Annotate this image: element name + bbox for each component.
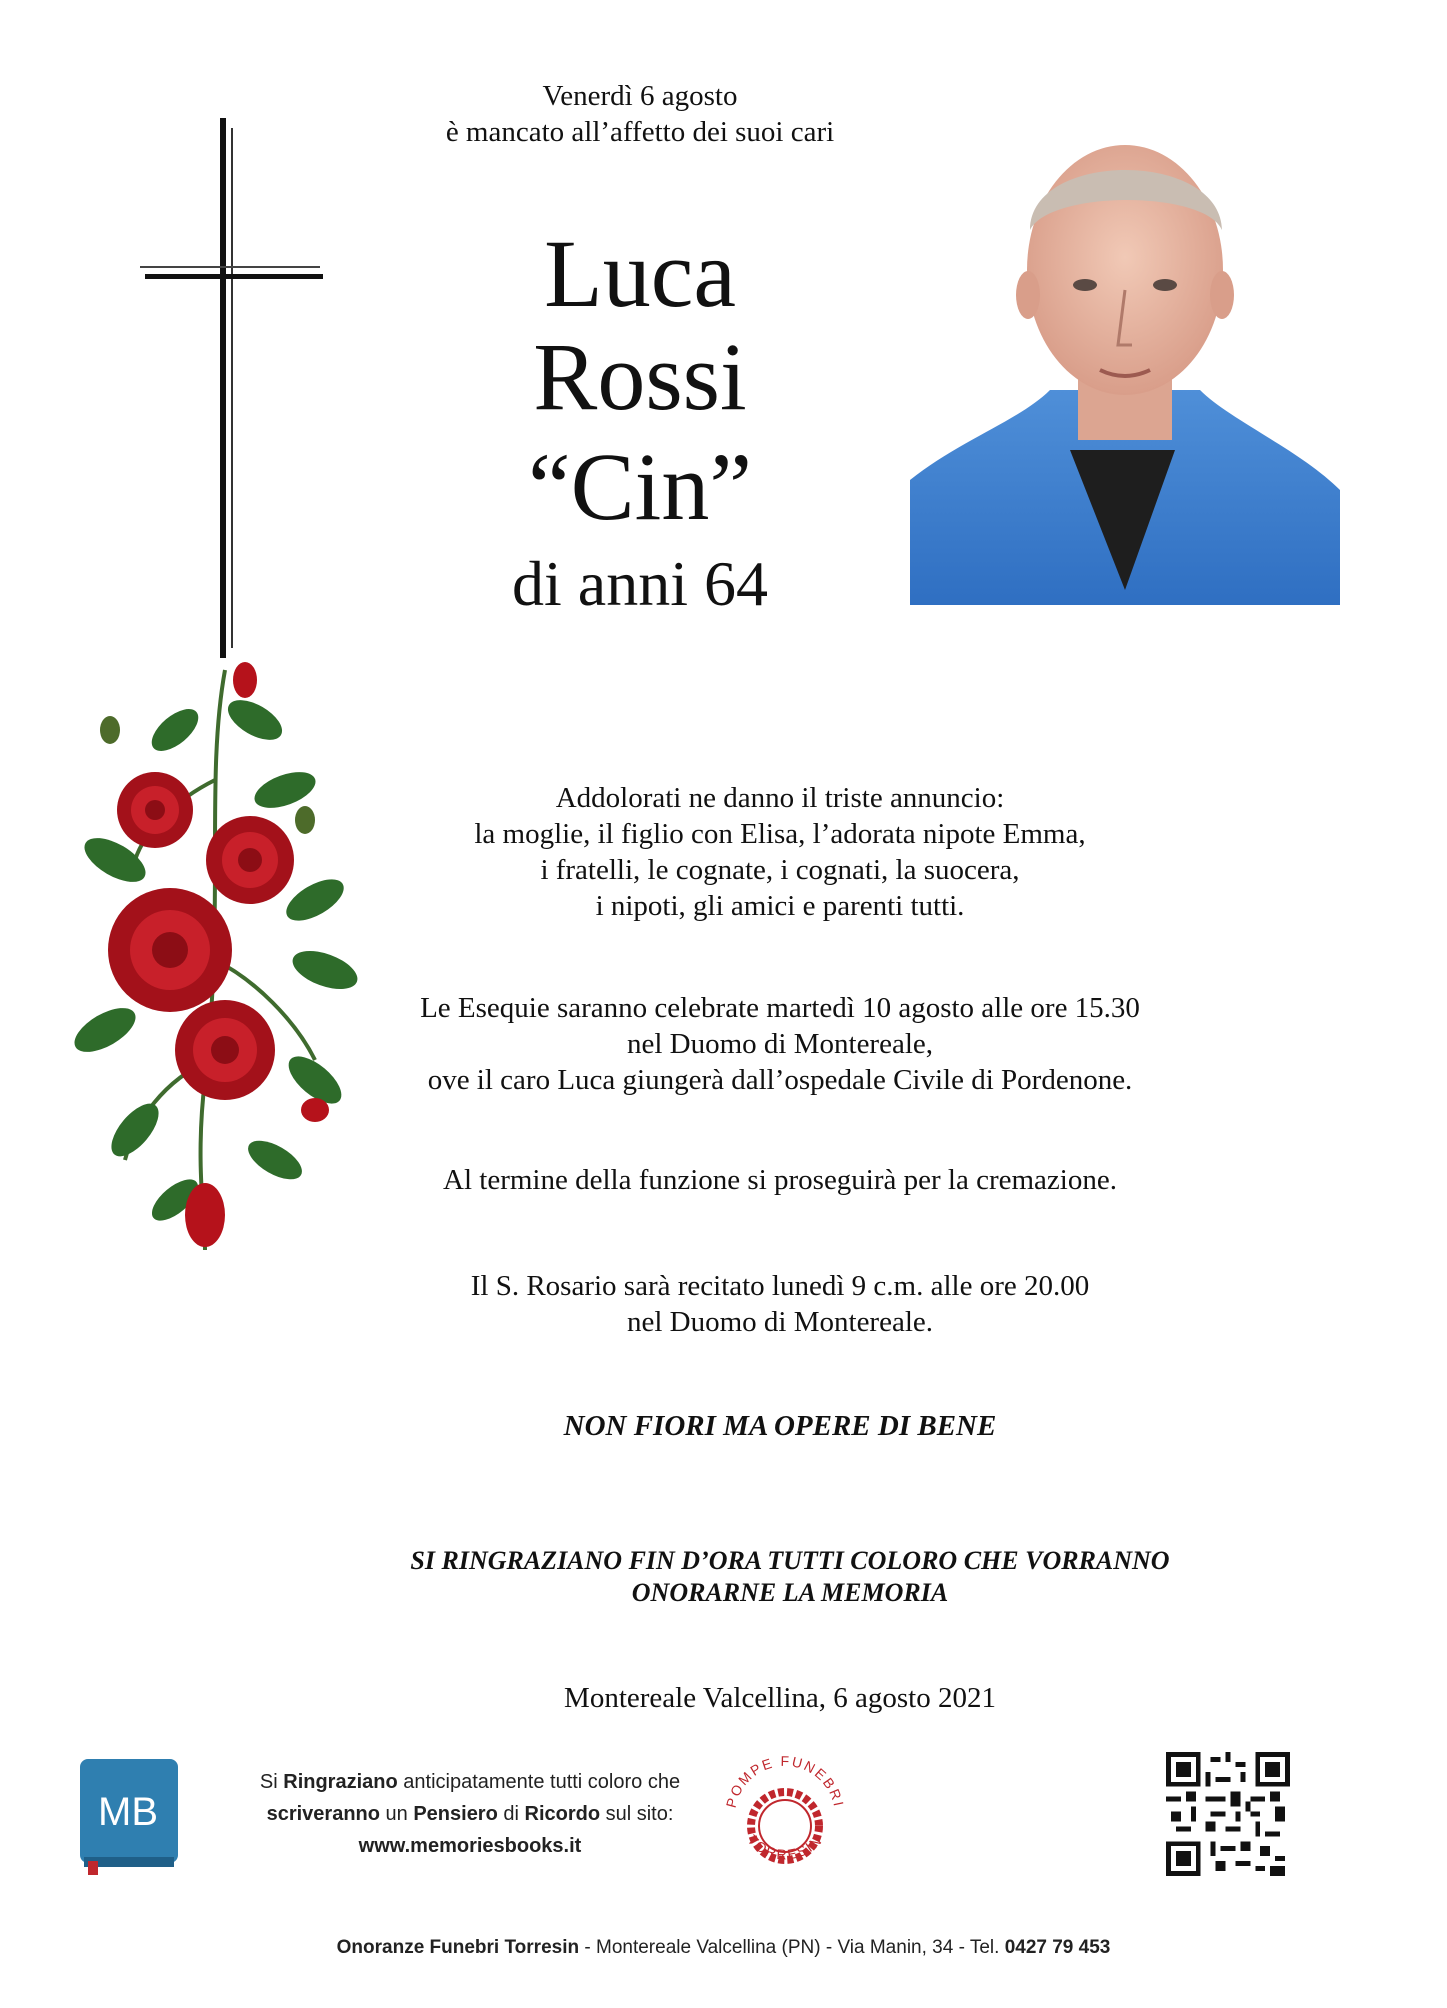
- announcement-line: Addolorati ne danno il triste annuncio:: [555, 782, 1005, 814]
- first-name: Luca: [544, 220, 736, 327]
- sponsor-text-part: Si: [259, 1771, 284, 1793]
- sponsor-text-part: un: [379, 1803, 414, 1825]
- qr-code[interactable]: [1166, 1752, 1290, 1876]
- funeral-line: ove il caro Luca giungerà dall’ospedale Civile di Pordenone.: [427, 1064, 1133, 1096]
- sponsor-text-bold: scriveranno: [266, 1803, 380, 1825]
- sponsor-text-bold: Ringraziano: [283, 1771, 398, 1793]
- cross-icon: [130, 118, 330, 658]
- sponsor-text-part: di: [497, 1803, 525, 1825]
- thanks-line: ONORARNE LA MEMORIA: [631, 1578, 949, 1607]
- sponsor-line-1: [220, 1766, 720, 1798]
- footer-address: - Montereale Valcellina (PN) - Via Manin, 34 - Tel.: [579, 1937, 1005, 1958]
- mb-logo-text: MB: [98, 1790, 158, 1834]
- sponsor-text-bold: Ricordo: [524, 1803, 601, 1825]
- intro-text: [340, 78, 940, 150]
- announcement-line: i fratelli, le cognate, i cognati, la suocera,: [540, 854, 1020, 886]
- intro-date: Venerdì 6 agosto: [542, 80, 738, 112]
- nickname: “Cin”: [528, 433, 752, 540]
- rosary-info: [340, 1268, 1220, 1340]
- footer: [0, 1937, 1447, 1959]
- sponsor-line-2: [220, 1798, 720, 1830]
- intro-line: è mancato all’affetto dei suoi cari: [445, 116, 835, 148]
- thanks-note: [340, 1545, 1240, 1609]
- portrait-photo: [900, 120, 1345, 605]
- announcement-line: la moglie, il figlio con Elisa, l’adorata nipote Emma,: [474, 818, 1086, 850]
- announcement: [340, 780, 1220, 924]
- sponsor-url-text[interactable]: www.memoriesbooks.it: [358, 1835, 582, 1857]
- memoriesbooks-logo: [78, 1757, 182, 1877]
- cremation-info: Al termine della funzione si proseguirà per la cremazione.: [443, 1164, 1117, 1196]
- funeral-line: Le Esequie saranno celebrate martedì 10 agosto alle ore 15.30: [420, 992, 1140, 1024]
- pf-bottom-text: TORRESIN: [744, 1831, 826, 1863]
- sponsor-text: [220, 1766, 720, 1862]
- footer-company: Onoranze Funebri Torresin: [336, 1937, 580, 1958]
- funeral-info: [340, 990, 1220, 1098]
- place-date: Montereale Valcellina, 6 agosto 2021: [564, 1682, 996, 1714]
- pf-top-text: POMPE FUNEBRI: [722, 1752, 848, 1810]
- footer-phone: 0427 79 453: [1004, 1937, 1111, 1958]
- rosary-line: Il S. Rosario sarà recitato lunedì 9 c.m. alle ore 20.00: [470, 1270, 1090, 1302]
- no-flowers-note: NON FIORI MA OPERE DI BENE: [563, 1410, 997, 1442]
- sponsor-text-bold: Pensiero: [413, 1803, 498, 1825]
- pompe-funebri-logo: [720, 1738, 850, 1888]
- last-name: Rossi: [533, 323, 747, 430]
- sponsor-url[interactable]: [220, 1830, 720, 1862]
- rosary-line: nel Duomo di Montereale.: [626, 1306, 934, 1338]
- thanks-line: SI RINGRAZIANO FIN D’ORA TUTTI COLORO CHE VORRANNO: [410, 1546, 1170, 1575]
- announcement-line: i nipoti, gli amici e parenti tutti.: [595, 890, 965, 922]
- funeral-line: nel Duomo di Montereale,: [626, 1028, 934, 1060]
- roses-decoration: [55, 660, 375, 1260]
- sponsor-text-part: anticipatamente tutti coloro che: [397, 1771, 681, 1793]
- age-text: di anni 64: [512, 548, 768, 619]
- sponsor-text-part: sul sito:: [600, 1803, 674, 1825]
